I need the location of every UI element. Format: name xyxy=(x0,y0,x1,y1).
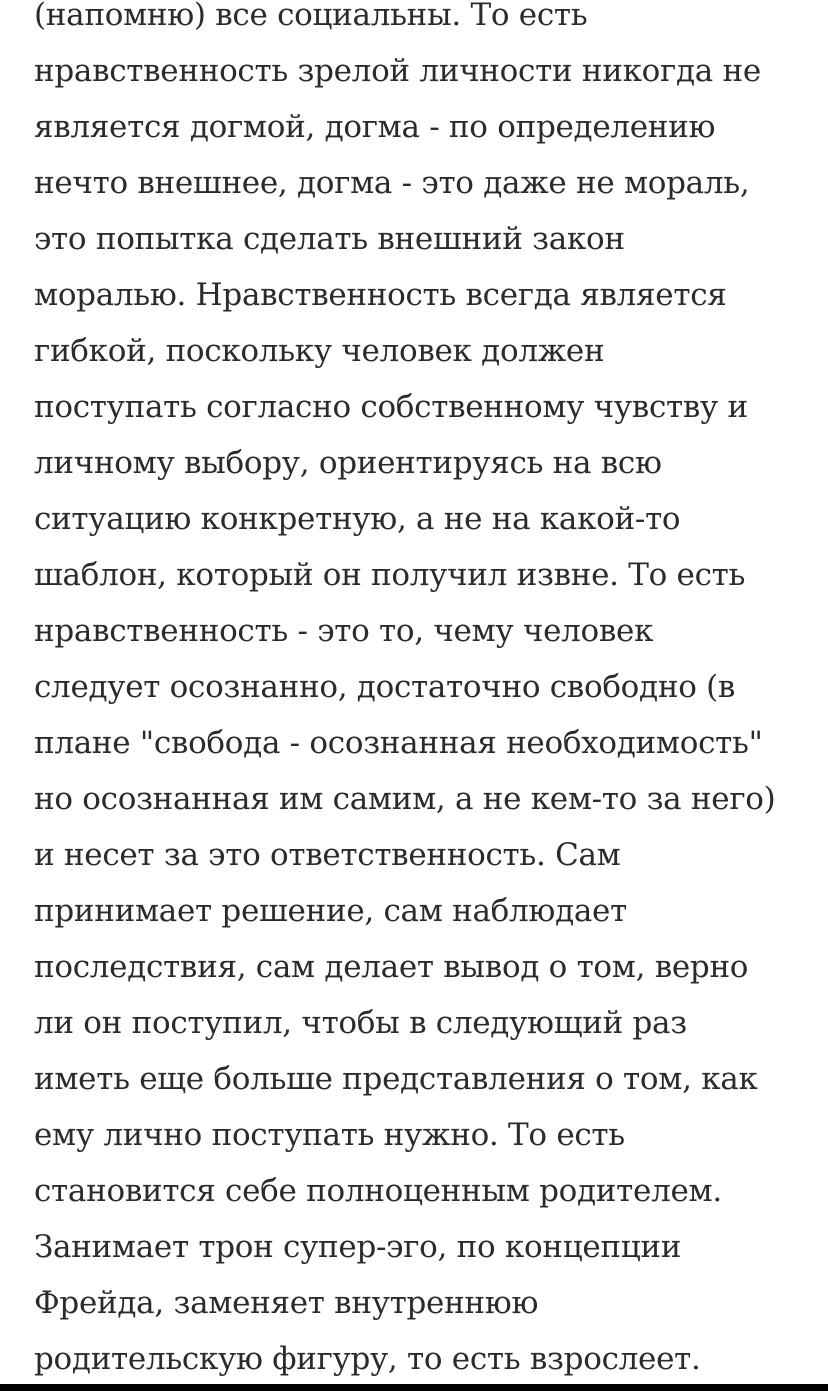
text-line: нечто внешнее, догма - это даже не мораль, xyxy=(34,165,750,201)
text-line: личному выбору, ориентируясь на всю xyxy=(34,445,662,481)
article-text xyxy=(34,0,824,1387)
text-line: нравственность - это то, чему человек xyxy=(34,613,654,649)
text-line: Занимает трон супер-эго, по концепции xyxy=(34,1229,682,1265)
text-line: поступать согласно собственному чувству и xyxy=(34,389,748,425)
text-line: следует осознанно, достаточно свободно (в xyxy=(34,669,736,705)
text-line: принимает решение, сам наблюдает xyxy=(34,893,627,929)
text-line: является догмой, догма - по определению xyxy=(34,109,716,145)
text-line: ему лично поступать нужно. То есть xyxy=(34,1117,625,1153)
text-line: но осознанная им самим, а не кем-то за него) xyxy=(34,781,776,817)
text-line: (напомню) все социальны. То есть xyxy=(34,0,588,33)
text-line: гибкой, поскольку человек должен xyxy=(34,333,605,369)
text-line: ситуацию конкретную, а не на какой-то xyxy=(34,501,681,537)
text-line: шаблон, который он получил извне. То есть xyxy=(34,557,746,593)
text-line: последствия, сам делает вывод о том, верно xyxy=(34,949,749,985)
text-line: и несет за это ответственность. Сам xyxy=(34,837,621,873)
text-line: это попытка сделать внешний закон xyxy=(34,221,625,257)
text-line: иметь еще больше представления о том, как xyxy=(34,1061,758,1097)
text-line: нравственность зрелой личности никогда не xyxy=(34,53,761,89)
text-line: плане "свобода - осознанная необходимость" xyxy=(34,725,763,761)
text-line: моралью. Нравственность всегда является xyxy=(34,277,727,313)
text-line: становится себе полноценным родителем. xyxy=(34,1173,722,1209)
text-line: родительскую фигуру, то есть взрослеет. xyxy=(34,1341,701,1377)
bottom-bar xyxy=(0,1384,828,1391)
text-line: Фрейда, заменяет внутреннюю xyxy=(34,1285,539,1321)
text-line: ли он поступил, чтобы в следующий раз xyxy=(34,1005,687,1041)
